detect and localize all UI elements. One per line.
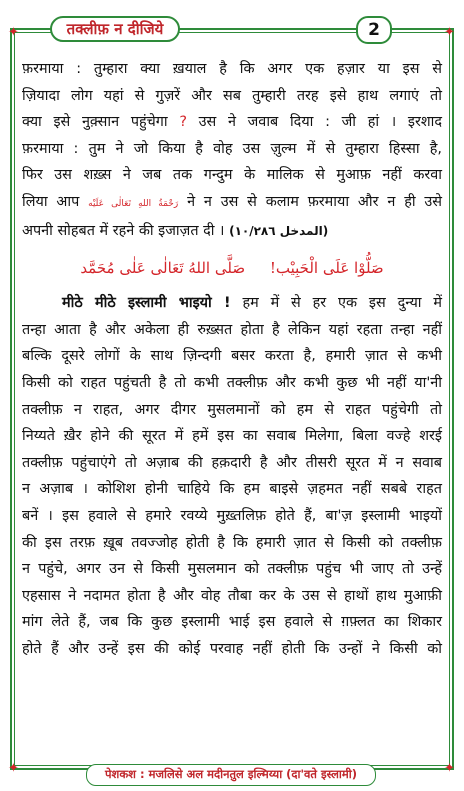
corner-ornament-icon: ✦ bbox=[444, 25, 455, 40]
text-line: लिया आप رَحْمَةُ اللهِ تَعَالٰی عَلَيْه ने न उस से कलाम फ़रमाया और न ही उसे bbox=[22, 193, 443, 210]
text-line: बनें । इस हवाले से हमारे रवय्ये मुख़्तलिफ़ होते हैं, बा'ज़ इस्लामी भाइयों bbox=[22, 507, 442, 524]
page-number: 2 bbox=[356, 16, 392, 44]
page-content bbox=[22, 56, 442, 662]
text-line: न अज़ाब । कोशिश होनी चाहिये कि हम बाइसे ज़हमत नहीं सबबे राहत bbox=[22, 481, 442, 498]
text-line: मांग लेते हैं, जब कि कुछ इस्लामी भाई इस हवाले से ग़फ़्लत का शिकार bbox=[22, 614, 442, 631]
honorific: رَحْمَةُ اللهِ تَعَالٰی عَلَيْه bbox=[88, 198, 179, 209]
page-title: तक्लीफ़ न दीजिये bbox=[50, 16, 180, 42]
text-line: होते हैं और उन्हें इस की कोई परवाह नहीं होती कि उन्हों ने किसी को bbox=[22, 640, 442, 657]
text-line: क्या इसे नुक़्सान पहुंचेगा ? उस ने जवाब दिया : जी हां । इरशाद bbox=[22, 114, 443, 131]
text-line: फिर उस शख़्स ने जब तक गन्दुम के मालिक से मुआफ़ नहीं करवा bbox=[22, 167, 442, 184]
text-line: एहसास ने नदामत होता है और वोह तौबा कर के उस से हाथों हाथ मुआफ़ी bbox=[22, 587, 442, 604]
text-line: तक्लीफ़ न राहत, अगर दीगर मुसलमानों को हम से राहत पहुंचेगी तो bbox=[22, 401, 442, 418]
salawat-right: صَلَّى اللهُ تَعَالٰى عَلٰى مُحَمَّد bbox=[80, 259, 246, 278]
text-line: किसी को राहत पहुंचती है तो कभी तक्लीफ़ और कभी कुछ भी नहीं या'नी bbox=[22, 374, 442, 391]
text-line: तक्लीफ़ पहुंचाएंगे तो अज़ाब की हक़दारी है और तीसरी सूरत में न सवाब bbox=[22, 454, 442, 471]
corner-ornament-icon: ✦ bbox=[8, 25, 19, 40]
corner-ornament-icon: ✦ bbox=[444, 761, 455, 776]
text-line: की इस तरफ़ ख़ूब तवज्जोह होती है कि हमारी ज़ात से किसी को तक्लीफ़ bbox=[22, 534, 442, 551]
text-line: निय्यते ख़ैर होने की सूरत में हमें इस का सवाब मिलेगा, बिला वज्हे शरई bbox=[22, 428, 442, 445]
salawat-line bbox=[22, 246, 442, 290]
salawat-left: صَلُّوْا عَلَى الْحَبِيْب! bbox=[269, 259, 384, 278]
footer-credit: पेशकश : मजलिसे अल मदीनतुल इल्मिय्या (दा'वते इस्लामी) bbox=[86, 764, 376, 786]
text-line: फ़रमाया : तुम ने जो किया है वोह उस ज़ुल्म में से तुम्हारा हिस्सा है, bbox=[22, 140, 442, 157]
section-heading: मीठे मीठे इस्लामी भाइयो ! bbox=[62, 295, 231, 312]
text-line: बल्कि दूसरे लोगों के साथ ज़िन्दगी बसर करता है, हमारी ज़ात से कभी bbox=[22, 348, 442, 365]
text-line: मीठे मीठे इस्लामी भाइयो ! हम में से हर एक इस दुन्या में bbox=[22, 290, 442, 317]
citation: (المدخل ١٠/٢٨٦) bbox=[229, 223, 329, 238]
text-line: ज़ियादा लोग यहां से गुज़रें और सब तुम्हारी तरह इसे हाथ लगाएं तो bbox=[22, 87, 442, 104]
text-line: न पहुंचे, अगर उन से किसी मुसलमान को तक्लीफ़ पहुंच भी जाए तो उन्हें bbox=[22, 561, 442, 578]
text-line: तन्हा आता है और अकेला ही रुख़्सत होता है लेकिन यहां रहता तन्हा नहीं bbox=[22, 321, 442, 338]
corner-ornament-icon: ✦ bbox=[8, 761, 19, 776]
text-line: अपनी सोहबत में रहने की इजाज़त दी । (المدخل ١٠/٢٨٦) bbox=[22, 222, 329, 239]
question-mark: ? bbox=[179, 114, 187, 131]
text-line: फ़रमाया : तुम्हारा क्या ख़याल है कि अगर एक हज़ार या इस से bbox=[22, 61, 442, 77]
